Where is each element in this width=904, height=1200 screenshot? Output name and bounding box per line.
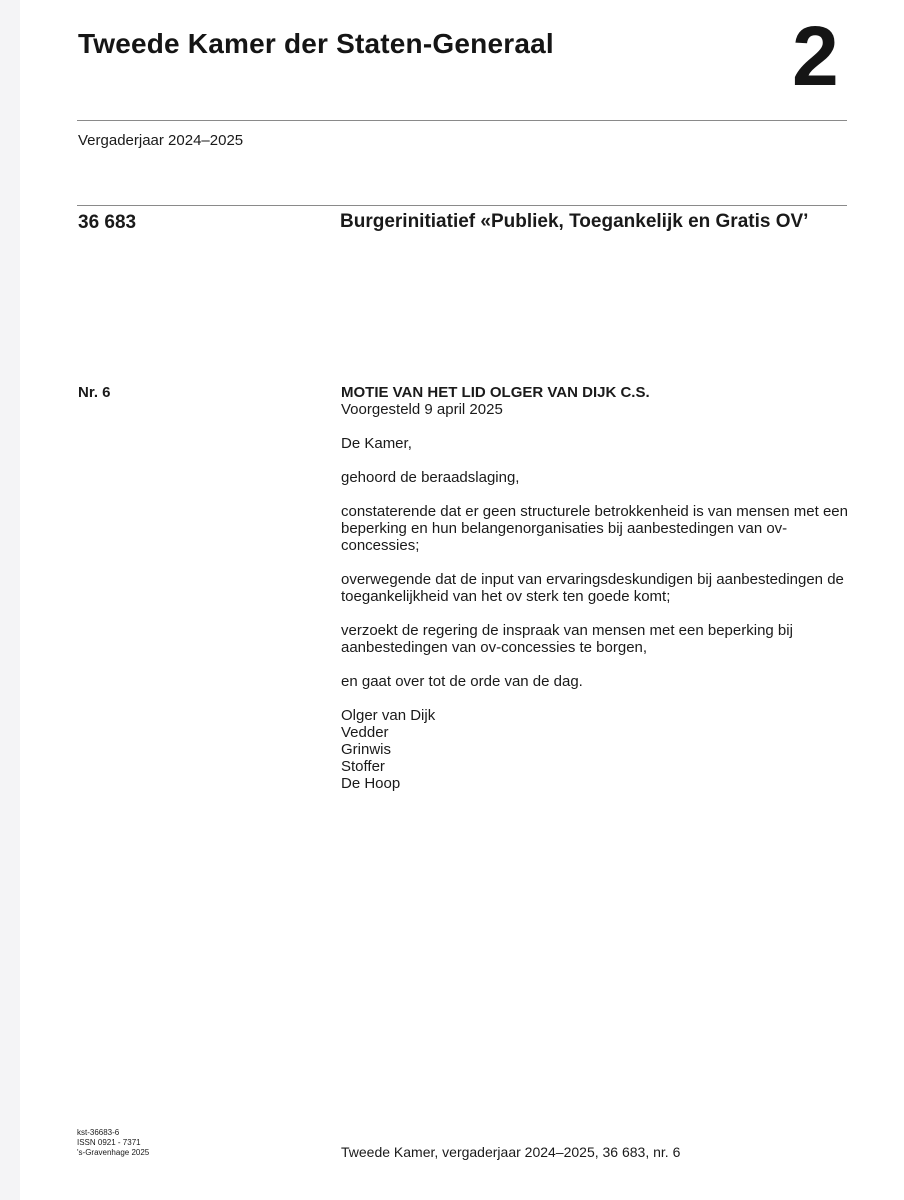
dossier-subject: Burgerinitiatief «Publiek, Toegankelijk en Gratis OV’ (340, 211, 809, 232)
signatories (341, 707, 851, 792)
divider (77, 120, 847, 121)
signatory: Stoffer (341, 758, 385, 775)
request-clause: verzoekt de regering de inspraak van mensen met een beperking bij aanbestedingen van ov-concessies te borgen, (341, 622, 793, 656)
signatory: Grinwis (341, 741, 392, 758)
motion-number: Nr. 6 (78, 384, 111, 401)
page-footer: Tweede Kamer, vergaderjaar 2024–2025, 36 683, nr. 6 (341, 1144, 681, 1160)
publication-place: 's-Gravenhage 2025 (77, 1148, 150, 1157)
kst-code: kst-36683-6 (77, 1128, 120, 1137)
session-year: Vergaderjaar 2024–2025 (78, 132, 244, 149)
publication-meta (77, 1128, 149, 1158)
institution-title: Tweede Kamer der Staten-Generaal (78, 28, 554, 59)
considering-clause-2: overwegende dat de input van ervaringsdeskundigen bij aanbestedingen de toegankelijkheid van het ov sterk ten goede komt; (341, 571, 844, 605)
issn: ISSN 0921 - 7371 (77, 1138, 141, 1147)
signatory: Vedder (341, 724, 389, 741)
closing-clause: en gaat over tot de orde van de dag. (341, 673, 583, 690)
document-number: 2 (792, 9, 839, 103)
signatory: Olger van Dijk (341, 707, 436, 724)
dossier-number: 36 683 (78, 212, 137, 233)
motion-title: MOTIE VAN HET LID OLGER VAN DIJK C.S. (341, 384, 650, 401)
motion-body (341, 384, 851, 792)
heard-clause: gehoord de beraadslaging, (341, 469, 520, 486)
signatory: De Hoop (341, 775, 401, 792)
divider (77, 205, 847, 206)
proposed-date: Voorgesteld 9 april 2025 (341, 401, 503, 418)
considering-clause-1: constaterende dat er geen structurele betrokkenheid is van mensen met een beperking en hun belangenorganisaties bij aanbestedingen van ov-concessies; (341, 503, 848, 554)
salutation: De Kamer, (341, 435, 412, 452)
document-page (20, 0, 904, 1200)
